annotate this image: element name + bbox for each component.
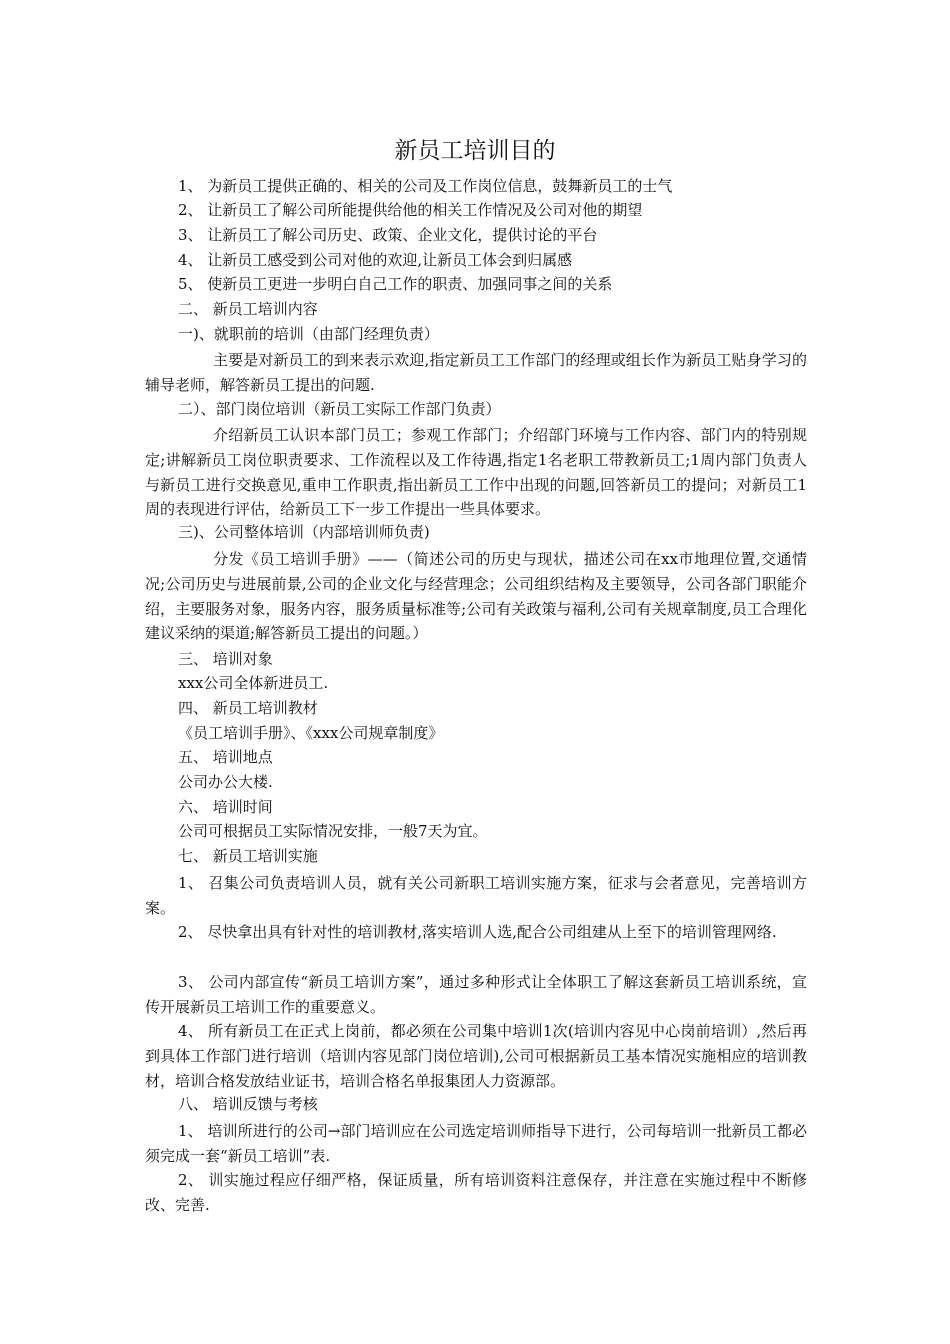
paragraph-company: 分发《员工培训手册》——（简述公司的历史与现状，描述公司在xx市地理位置,交通情况;公司历史与进展前景,公司的企业文化与经营理念；公司组织结构及主要领导，公司各部门职能介绍，主要服务对象，服务内容，服务质量标准等;公司有关政策与福利,公司有关规章制度,员工合理化建议采纳的渠道;解答新员工提出的问题。） [145,550,807,643]
section-heading-location: 五、 培训地点 [178,748,273,766]
paragraph-location: 公司办公大楼. [178,773,273,791]
subsection-heading-pre-job: 一)、就职前的培训（由部门经理负责） [178,325,439,343]
section-heading-materials: 四、 新员工培训教材 [178,699,318,717]
paragraph-audience: xxx公司全体新进员工. [178,674,329,692]
section-heading-content: 二、 新员工培训内容 [178,300,318,318]
section-heading-audience: 三、 培训对象 [178,650,273,668]
implementation-item-1: 1、 召集公司负责培训人员，就有关公司新职工培训实施方案，征求与会者意见，完善培训方案。 [145,874,807,917]
purpose-item-3: 3、 让新员工了解公司历史、政策、企业文化，提供讨论的平台 [178,226,598,244]
paragraph-materials: 《员工培训手册》、《xxx公司规章制度》 [178,724,444,742]
section-heading-time: 六、 培训时间 [178,798,273,816]
paragraph-pre-job: 主要是对新员工的到来表示欢迎,指定新员工工作部门的经理或组长作为新员工贴身学习的辅导老师，解答新员工提出的问题. [145,351,807,394]
purpose-item-2: 2、 让新员工了解公司所能提供给他的相关工作情况及公司对他的期望 [178,201,643,219]
feedback-item-1: 1、 培训所进行的公司→部门培训应在公司选定培训师指导下进行，公司每培训一批新员工都必须完成一套“新员工培训”表. [145,1122,807,1165]
implementation-item-3: 3、 公司内部宣传“新员工培训方案”，通过多种形式让全体职工了解这套新员工培训系统，宣传开展新员工培训工作的重要意义。 [145,973,807,1016]
section-heading-implementation: 七、 新员工培训实施 [178,847,318,865]
implementation-item-2: 2、 尽快拿出具有针对性的培训教材,落实培训人选,配合公司组建从上至下的培训管理网络. [178,923,777,941]
paragraph-time: 公司可根据员工实际情况安排，一般7天为宜。 [178,822,488,840]
purpose-item-5: 5、 使新员工更进一步明白自己工作的职责、加强同事之间的关系 [178,275,613,293]
subsection-heading-department: 二）、部门岗位培训（新员工实际工作部门负责） [178,400,501,418]
purpose-item-4: 4、 让新员工感受到公司对他的欢迎,让新员工体会到归属感 [178,251,573,269]
purpose-item-1: 1、 为新员工提供正确的、相关的公司及工作岗位信息，鼓舞新员工的士气 [178,177,673,195]
paragraph-department: 介绍新员工认识本部门员工；参观工作部门；介绍部门环境与工作内容、部门内的特别规定;讲解新员工岗位职责要求、工作流程以及工作待遇,指定1名老职工带教新员工;1周内部门负责人与新员工进行交换意见,重申工作职责,指出新员工工作中出现的问题,回答新员工的提问；对新员工1周的表现进行评估，给新员工下一步工作提出一些具体要求。 [145,426,807,519]
feedback-item-2: 2、 训实施过程应仔细严格，保证质量，所有培训资料注意保存，并注意在实施过程中不断修改、完善. [145,1171,807,1214]
document-title: 新员工培训目的 [394,138,556,164]
subsection-heading-company: 三)、公司整体培训（内部培训师负责) [178,523,430,541]
section-heading-feedback: 八、 培训反馈与考核 [178,1095,318,1113]
implementation-item-4: 4、 所有新员工在正式上岗前，都必须在公司集中培训1次(培训内容见中心岗前培训）,然后再到具体工作部门进行培训（培训内容见部门岗位培训),公司可根据新员工基本情况实施相应的培训教材，培训合格发放结业证书，培训合格名单报集团人力资源部。 [145,1022,807,1090]
